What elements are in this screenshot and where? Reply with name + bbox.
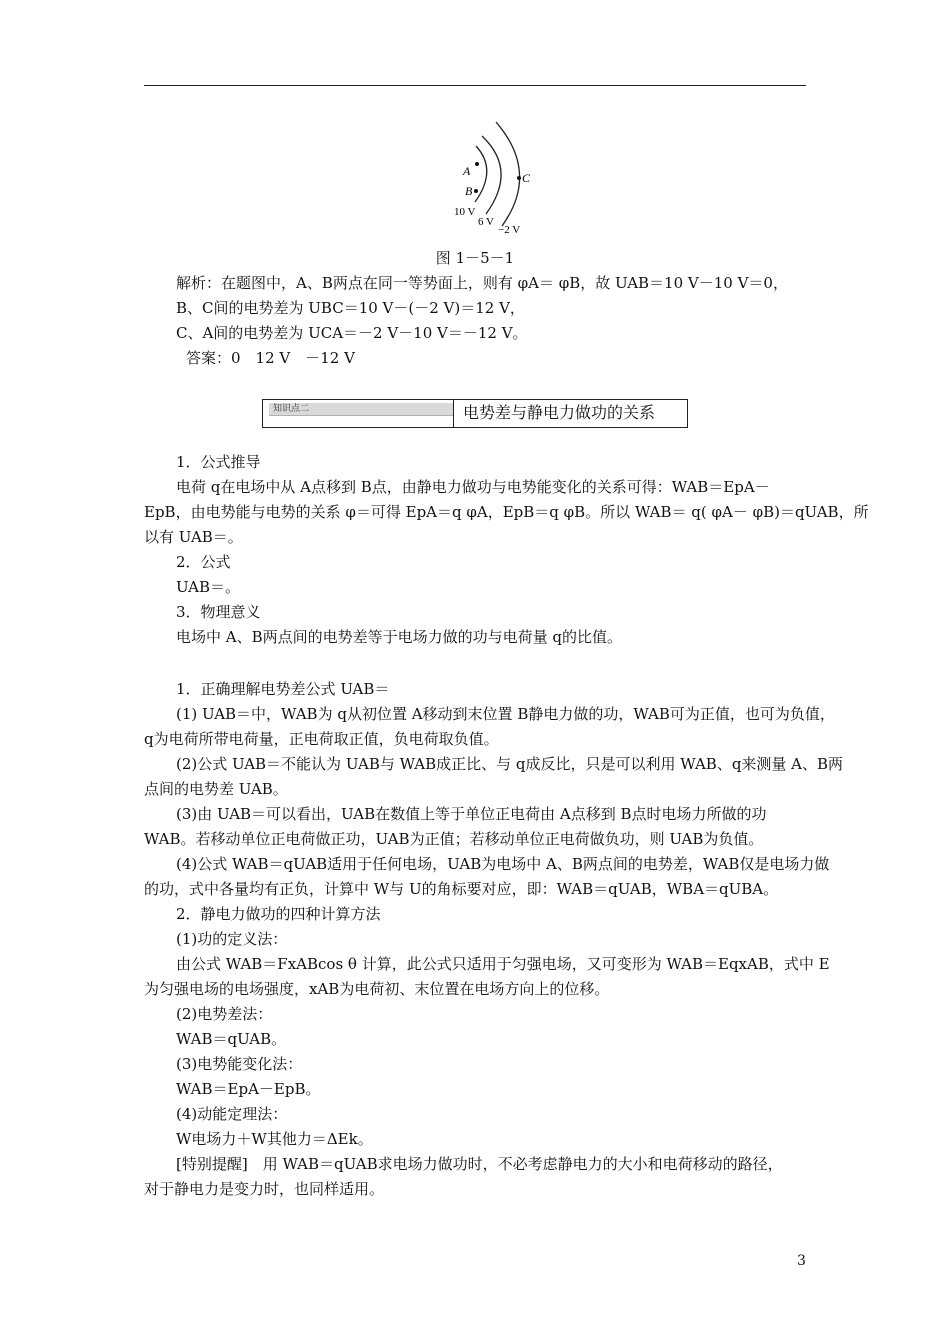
body-p9a: (2)公式 UAB＝不能认为 UAB与 WAB成正比、与 q成反比，只是可以利用 WAB、q来测量 A、B两: [176, 755, 844, 773]
body-p12: 2．静电力做功的四种计算方法: [176, 905, 381, 923]
label-minus2v: −2 V: [498, 224, 521, 236]
solution-line-1: 解析：在题图中，A、B两点在同一等势面上，则有 φA＝ φB，故 UAB＝10 V－10 V＝0，: [176, 274, 788, 292]
solution-line-3: C、A间的电势差为 UCA＝－2 V－10 V＝－12 V。: [176, 324, 528, 342]
body-p18: WAB＝EpA－EpB。: [176, 1080, 321, 1098]
body-p10a: (3)由 UAB＝可以看出，UAB在数值上等于单位正电荷由 A点移到 B点时电场力所做的功: [176, 805, 767, 823]
answer-line: 答案：0 12 V －12 V: [186, 349, 355, 367]
body-p10b: WAB。若移动单位正电荷做正功，UAB为正值；若移动单位正电荷做负功，则 UAB为负值。: [144, 830, 764, 848]
body-p20: W电场力＋W其他力＝ΔEk。: [176, 1130, 373, 1148]
body-p19: (4)动能定理法：: [176, 1105, 288, 1123]
body-p16: WAB＝qUAB。: [176, 1030, 287, 1048]
body-p8b: q为电荷所带电荷量，正电荷取正值，负电荷取负值。: [144, 730, 499, 748]
label-b: B: [465, 184, 473, 198]
body-p11b: 的功，式中各量均有正负，计算中 W与 U的角标要对应，即：WAB＝qUAB，WBA＝qUBA。: [144, 880, 779, 898]
label-c: C: [522, 171, 531, 185]
figure-caption: 图 1－5－1: [435, 249, 515, 267]
section-heading-box: [262, 399, 688, 428]
body-p9b: 点间的电势差 UAB。: [144, 780, 288, 798]
body-p13: (1)功的定义法：: [176, 930, 288, 948]
equipotential-arc-6v: [482, 136, 501, 214]
body-p8a: (1) UAB＝中，WAB为 q从初位置 A移动到末位置 B静电力做的功，WAB可为正值，也可为负值，: [176, 705, 835, 723]
point-a-dot: [475, 162, 479, 166]
body-p15: (2)电势差法：: [176, 1005, 273, 1023]
body-p6: 电场中 A、B两点间的电势差等于电场力做的功与电荷量 q的比值。: [176, 628, 622, 646]
body-p11a: (4)公式 WAB＝qUAB适用于任何电场，UAB为电场中 A、B两点间的电势差，WAB仅是电场力做: [176, 855, 830, 873]
point-b-dot: [474, 189, 478, 193]
label-10v: 10 V: [454, 206, 476, 218]
label-6v: 6 V: [478, 216, 494, 228]
equipotential-figure: [440, 118, 550, 243]
body-p17: (3)电势能变化法：: [176, 1055, 303, 1073]
body-p14b: 为匀强电场的电场强度，xAB为电荷初、末位置在电场方向上的位移。: [144, 980, 610, 998]
section-divider: [453, 400, 454, 427]
equipotential-arc-minus2v: [496, 122, 520, 226]
label-a: A: [463, 164, 471, 178]
body-p21a: [特别提醒] 用 WAB＝qUAB求电场力做功时，不必考虑静电力的大小和电荷移动的路径，: [176, 1155, 783, 1173]
section-tag: [269, 403, 453, 416]
body-p7: 1．正确理解电势差公式 UAB＝: [176, 680, 390, 698]
body-p14a: 由公式 WAB＝FxABcos θ 计算，此公式只适用于匀强电场，又可变形为 WAB＝EqxAB，式中 E: [176, 955, 830, 973]
header-rule: [144, 85, 806, 86]
body-p2c: 以有 UAB＝。: [144, 528, 243, 546]
equipotential-arc-10v: [475, 146, 487, 202]
section-title: 电势差与静电力做功的关系: [463, 403, 656, 422]
solution-line-2: B、C间的电势差为 UBC＝10 V－(－2 V)＝12 V，: [176, 299, 525, 317]
body-p2a: 电荷 q在电场中从 A点移到 B点，由静电力做功与电势能变化的关系可得：WAB＝EpA－: [176, 478, 770, 496]
body-p5: 3．物理意义: [176, 603, 261, 621]
point-c-dot: [517, 176, 521, 180]
body-p4: UAB＝。: [176, 578, 241, 596]
section-tag-text: 知识点二: [273, 404, 310, 414]
body-p3: 2．公式: [176, 553, 231, 571]
body-p2b: EpB，由电势能与电势的关系 φ＝可得 EpA＝q φA，EpB＝q φB。所以 WAB＝ q( φA－ φB)＝qUAB，所: [144, 503, 869, 521]
body-p21b: 对于静电力是变力时，也同样适用。: [144, 1180, 385, 1198]
body-p1: 1．公式推导: [176, 453, 261, 471]
page-number: 3: [797, 1253, 806, 1269]
